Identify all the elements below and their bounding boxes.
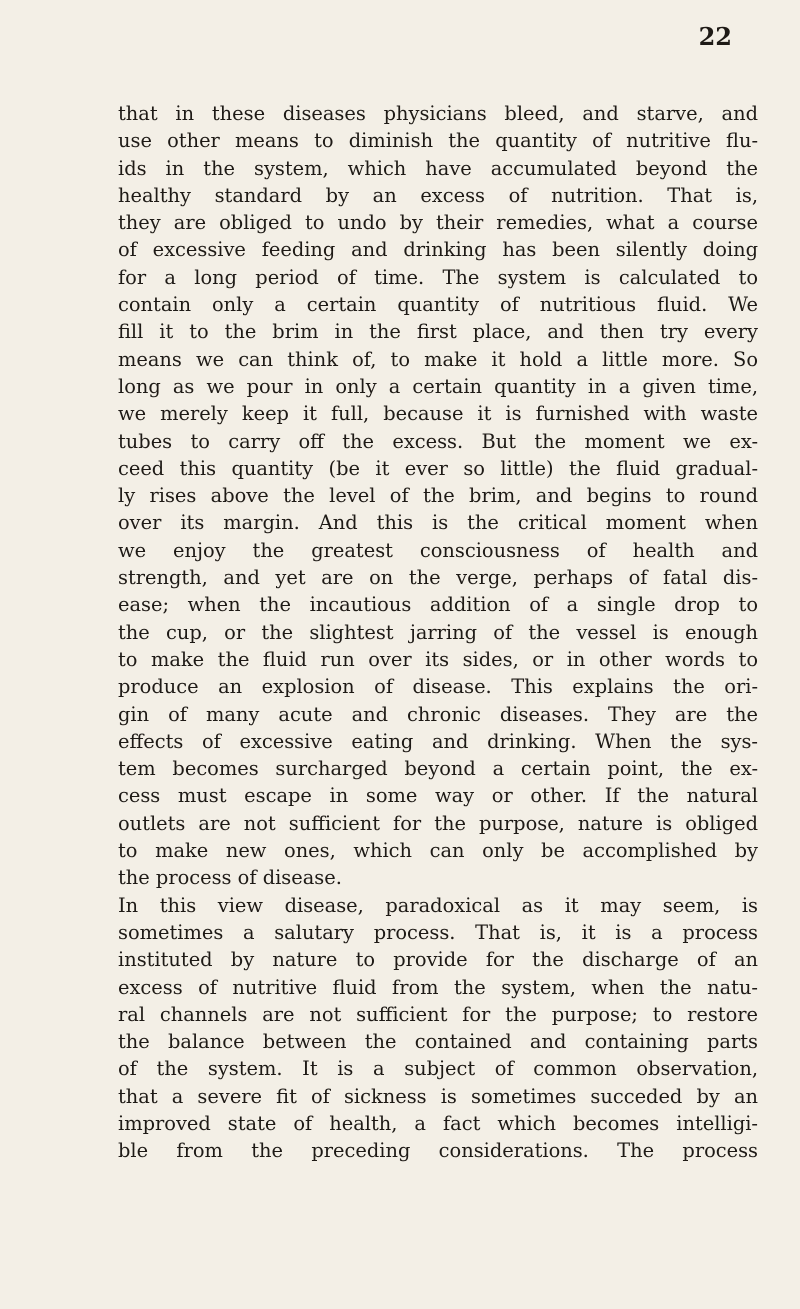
text-line: that in these diseases physicians bleed, and starve, and	[118, 102, 758, 125]
text-line: ly rises above the level of the brim, and begins to round	[118, 484, 758, 508]
text-line: we enjoy the greatest consciousness of health and	[118, 538, 758, 562]
text-line: the cup, or the slightest jarring of the vessel is enough	[118, 620, 758, 644]
text-line: tubes to carry off the excess. But the moment we ex-	[118, 429, 758, 453]
text-line: produce an explosion of disease. This explains the ori-	[118, 675, 758, 699]
text-line: means we can think of, to make it hold a little more. So	[118, 347, 758, 371]
text-line: sometimes a salutary process. That is, it is a process	[118, 920, 758, 944]
text-line: ble from the preceding considerations. The process	[118, 1139, 758, 1163]
text-line: ral channels are not sufficient for the purpose; to restore	[118, 1002, 758, 1026]
text-line: ease; when the incautious addition of a single drop to	[118, 593, 758, 617]
page-number: 22	[698, 22, 732, 51]
text-line: In this view disease, paradoxical as it may seem, is	[118, 893, 758, 917]
text-line: improved state of health, a fact which becomes intelligi-	[118, 1111, 758, 1135]
text-line: they are obliged to undo by their remedies, what a course	[118, 211, 758, 235]
text-line: to make new ones, which can only be accomplished by	[118, 839, 758, 863]
paragraph-end-line: the process of disease.	[118, 866, 342, 890]
text-line: strength, and yet are on the verge, perhaps of fatal dis-	[118, 566, 758, 590]
body-text	[118, 100, 758, 1165]
text-line: instituted by nature to provide for the discharge of an	[118, 948, 758, 972]
text-line: that a severe fit of sickness is sometimes succeded by an	[118, 1084, 758, 1108]
text-line: for a long period of time. The system is calculated to	[118, 265, 758, 289]
text-line: of excessive feeding and drinking has been silently doing	[118, 238, 758, 262]
text-line: outlets are not sufficient for the purpose, nature is obliged	[118, 811, 758, 835]
text-line: fill it to the brim in the first place, and then try every	[118, 320, 758, 344]
text-line: contain only a certain quantity of nutritious fluid. We	[118, 293, 758, 317]
text-line: use other means to diminish the quantity of nutritive flu-	[118, 129, 758, 153]
text-line: ids in the system, which have accumulated beyond the	[118, 156, 758, 180]
text-line: ceed this quantity (be it ever so little) the fluid gradual-	[118, 456, 758, 480]
text-line: we merely keep it full, because it is furnished with waste	[118, 402, 758, 426]
text-line: long as we pour in only a certain quantity in a given time,	[118, 374, 758, 398]
text-line: excess of nutritive fluid from the system, when the natu-	[118, 975, 758, 999]
text-line: effects of excessive eating and drinking. When the sys-	[118, 729, 758, 753]
text-line: gin of many acute and chronic diseases. They are the	[118, 702, 758, 726]
text-line: healthy standard by an excess of nutrition. That is,	[118, 183, 758, 207]
text-line: of the system. It is a subject of common observation,	[118, 1057, 758, 1081]
text-line: over its margin. And this is the critical moment when	[118, 511, 758, 535]
text-line: the balance between the contained and containing parts	[118, 1030, 758, 1054]
text-line: to make the fluid run over its sides, or in other words to	[118, 647, 758, 671]
text-line: cess must escape in some way or other. If the natural	[118, 784, 758, 808]
text-line: tem becomes surcharged beyond a certain point, the ex-	[118, 757, 758, 781]
